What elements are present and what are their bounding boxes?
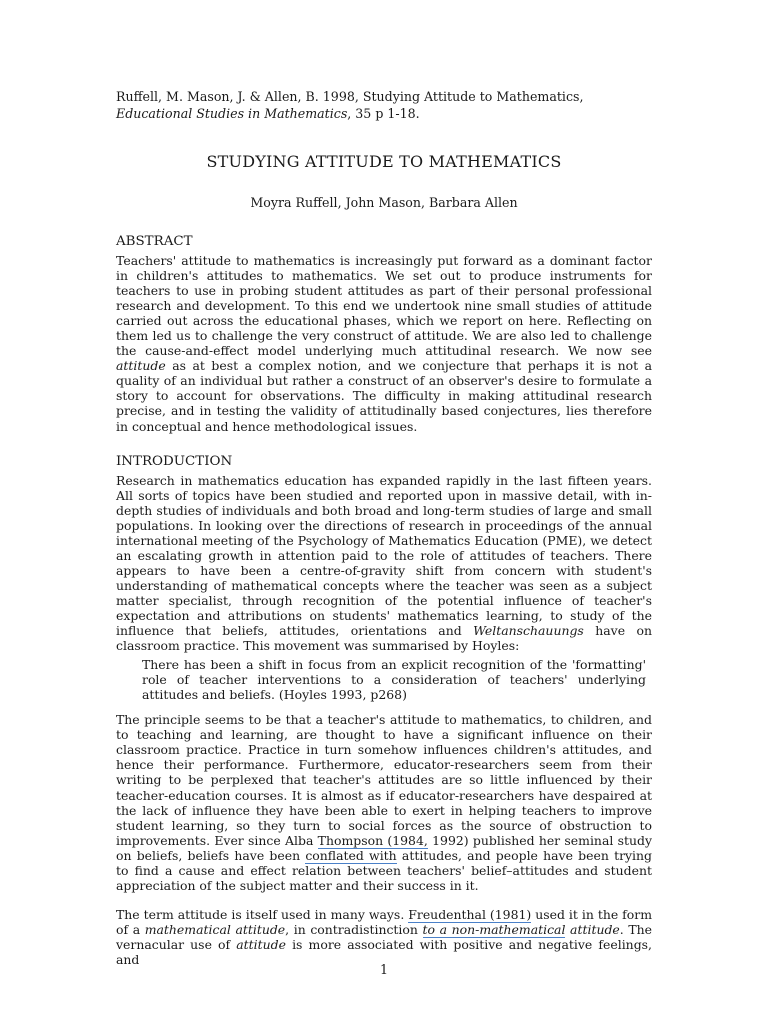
intro-emphasis: attitude: [236, 936, 286, 952]
abstract-heading: ABSTRACT: [116, 234, 193, 249]
intro-text-part: The principle seems to be that a teacher's attitude to mathematics, to children, and to teaching and learning, are thought to have a significant influence on their classroom practice. Practice in turn somehow influences children's attitudes, and hence their performance. Furthermore, educator-researchers seem from their writing to be perplexed that teacher's attitudes are so little influenced by their teacher-education courses. It is almost as if educator-researchers have despaired at the lack of influence they have been able to exert in helping teachers to improve student learning, so they turn to social forces as the source of obstruction to improvements. Ever since Alba: [116, 712, 652, 848]
intro-text-part: have on classroom practice. This movement was summarised by Hoyles:: [116, 623, 652, 654]
intro-emphasis: mathematical attitude: [144, 921, 286, 937]
intro-text-part: , in contradistinction: [285, 921, 423, 937]
paper-title: STUDYING ATTITUDE TO MATHEMATICS: [206, 152, 562, 171]
intro-paragraph-2: [116, 712, 652, 893]
intro-text-part: The term attitude is itself used in many ways.: [116, 906, 409, 922]
intro-text-part: . The vernacular use of: [116, 921, 653, 952]
annotation-link-non-mathematical[interactable]: to a non-mathematical: [422, 921, 566, 937]
intro-text-part: 1992) published her seminal study on beliefs, beliefs have been: [116, 832, 653, 863]
intro-paragraph-1: [116, 473, 652, 654]
intro-text-part: attitudes, and people have been trying to find a cause and effect relation between teachers' belief–attitudes and student appreciation of the subject matter and their success in it.: [116, 847, 652, 893]
introduction-heading: INTRODUCTION: [116, 453, 233, 469]
abstract-text: [116, 253, 652, 434]
intro-emphasis: Weltanschauungs: [473, 623, 584, 639]
page-number: 1: [379, 962, 388, 977]
intro-text-part: used it in the form of a: [116, 906, 652, 937]
author-list: Moyra Ruffell, John Mason, Barbara Allen: [250, 195, 518, 210]
citation-journal: Educational Studies in Mathematics: [116, 106, 348, 121]
abstract-text-part: Teachers' attitude to mathematics is increasingly put forward as a dominant factor in children's attitudes to mathematics. We set out to produce instruments for teachers to use in probing student attitudes as part of their personal professional research and development. To this end we undertook nine small studies of attitude carried out across the educational phases, which we report on here. Reflecting on them led us to challenge the very construct of attitude. We are also led to challenge the cause-and-effect model underlying much attitudinal research. We now see: [116, 253, 652, 359]
intro-text-part: is more associated with positive and negative feelings, and: [116, 936, 652, 967]
intro-text-part: Research in mathematics education has expanded rapidly in the last fifteen years. All sorts of topics have been studied and reported upon in massive detail, with in-depth studies of individuals and both broad and long-term studies of large and small populations. In looking over the directions of research in proceedings of the annual international meeting of the Psychology of Mathematics Education (PME), we detect an escalating growth in attention paid to the role of attitudes of teachers. There appears to have been a centre-of-gravity shift from concern with student's understanding of mathematical concepts where the teacher was seen as a subject matter specialist, through recognition of the potential influence of teacher's expectation and attributions on students' mathematics learning, to study of the influence that beliefs, attitudes, orientations and: [116, 472, 652, 639]
abstract-text-part: as at best a complex notion, and we conjecture that perhaps it is not a quality of an individual but rather a construct of an observer's desire to formulate a story to account for observations. The difficulty in making attitudinal research precise, and in testing the validity of attitudinally based conjectures, lies therefore in conceptual and hence methodological issues.: [116, 358, 652, 434]
intro-emphasis: attitude: [565, 921, 620, 937]
intro-paragraph-3: [116, 907, 652, 967]
citation-link-thompson[interactable]: Thompson (1984,: [317, 832, 428, 848]
citation: [116, 88, 652, 122]
citation-authors: Ruffell, M. Mason, J. & Allen, B. 1998, Studying Attitude to Mathematics,: [116, 89, 584, 104]
block-quote: There has been a shift in focus from an explicit recognition of the 'formatting' role of teacher interventions to a consideration of teachers' underlying attitudes and beliefs. (Hoyles 1993, p268): [142, 657, 646, 703]
annotation-link-conflated[interactable]: conflated with: [305, 847, 397, 863]
abstract-emphasis: attitude: [116, 358, 166, 374]
citation-link-freudenthal[interactable]: Freudenthal (1981): [408, 906, 532, 922]
citation-pages: , 35 p 1-18.: [347, 106, 420, 121]
